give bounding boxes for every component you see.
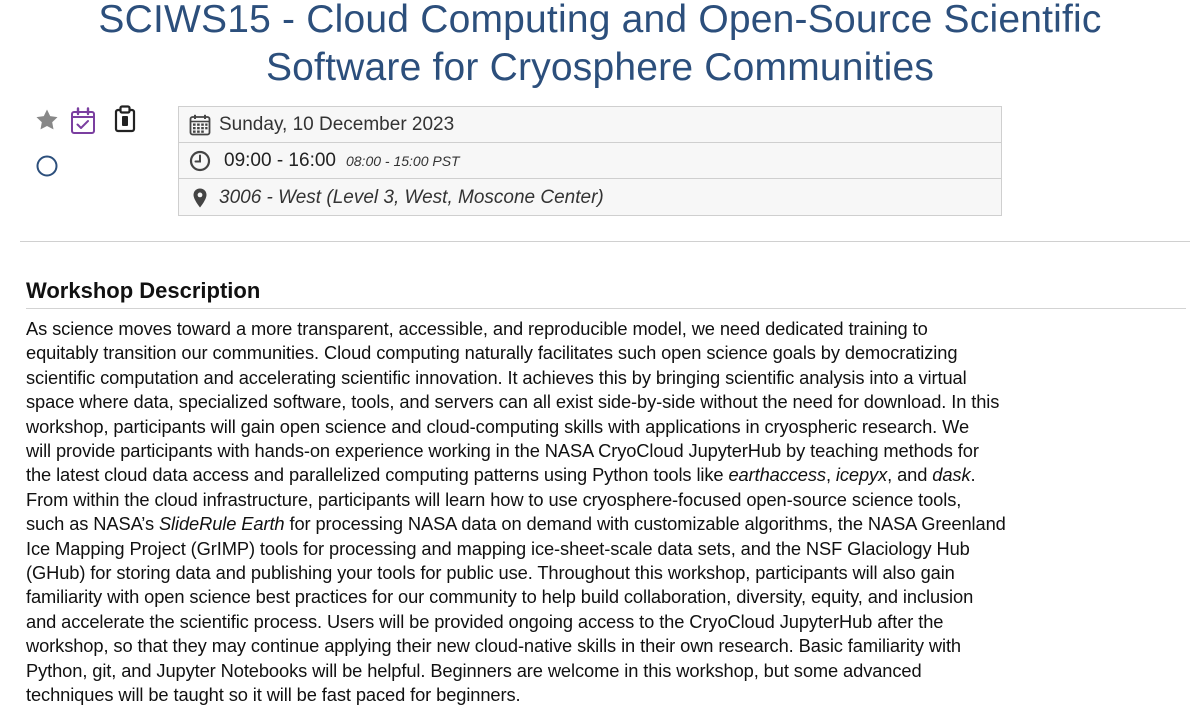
session-date: Sunday, 10 December 2023: [219, 113, 455, 135]
description-text-segment: Python, git, and Jupyter Notebooks will be helpful. Beginners are welcome in this workshop, but some advanced: [26, 659, 922, 681]
description-line: [26, 537, 1196, 561]
location-row: [179, 179, 1001, 216]
section-divider: [20, 241, 1190, 242]
description-text-segment: workshop, so that they may continue applying their new cloud-native skills in their own research. Basic familiarity with: [26, 635, 961, 657]
description-text-segment: (GHub) for storing data and publishing your tools for public use. Throughout this workshop, participants will also gain: [26, 562, 955, 584]
description-text-segment: .: [970, 464, 976, 486]
description-text-segment: such as NASA’s: [26, 513, 159, 535]
description-text-segment: From within the cloud infrastructure, participants will learn how to use cryosphere-focused open-source science tools,: [26, 488, 962, 510]
description-text-segment: techniques will be taught so it will be fast paced for beginners.: [26, 684, 521, 706]
date-row: [179, 107, 1001, 143]
description-text-segment: ,: [825, 464, 836, 486]
description-line: [26, 439, 1196, 463]
clock-icon: [189, 150, 211, 172]
map-pin-icon: [189, 187, 211, 209]
session-title-line-2: Software for Cryosphere Communities: [265, 46, 935, 89]
time-row: [179, 143, 1001, 179]
description-line: [26, 390, 1196, 414]
description-text-segment: the latest cloud data access and parallelized computing patterns using Python tools like: [26, 464, 729, 486]
status-circle-icon[interactable]: [35, 154, 59, 178]
session-title-line-1: SCIWS15 - Cloud Computing and Open-Source Scientific: [98, 0, 1102, 41]
description-text-segment: equitably transition our communities. Cloud computing naturally facilitates such open science goals by democratizing: [26, 342, 958, 364]
description-text-segment: , and: [887, 464, 933, 486]
description-text-segment: scientific computation and accelerating scientific innovation. It achieves this by bringing scientific analysis into a virtual: [26, 366, 967, 388]
description-text-segment: space where data, specialized software, tools, and servers can all exist side-by-side without the need for download. In this: [26, 391, 1000, 413]
description-line: [26, 463, 1196, 487]
description-line: [26, 659, 1196, 683]
tool-name: icepyx: [835, 464, 888, 486]
description-text-segment: Ice Mapping Project (GrIMP) tools for processing and mapping ice-sheet-scale data sets, and the NSF Glaciology Hub: [26, 537, 970, 559]
session-actions: [30, 104, 150, 184]
clipboard-icon[interactable]: [113, 105, 137, 133]
description-line: [26, 585, 1196, 609]
session-title: [0, 0, 1200, 92]
tool-name: earthaccess: [728, 464, 826, 486]
description-line: [26, 634, 1196, 658]
description-line: [26, 610, 1196, 634]
description-line: [26, 488, 1196, 512]
workshop-description-heading: Workshop Description: [26, 278, 261, 303]
calendar-icon: [189, 114, 211, 136]
workshop-description-text: [26, 317, 1196, 708]
session-time-alt: 08:00 - 15:00 PST: [345, 152, 460, 169]
calendar-add-icon[interactable]: [70, 107, 96, 135]
description-text-segment: As science moves toward a more transparent, accessible, and reproducible model, we need dedicated training to: [26, 318, 928, 339]
star-icon[interactable]: [35, 108, 59, 132]
description-text-segment: workshop, participants will gain open science and cloud-computing skills with applications in cryospheric research. We: [26, 415, 970, 437]
description-text-segment: and accelerate the scientific process. Users will be provided ongoing access to the CryoCloud JupyterHub after the: [26, 610, 944, 632]
description-line: [26, 366, 1196, 390]
heading-underline: [26, 308, 1186, 309]
description-line: [26, 683, 1196, 707]
description-line: [26, 415, 1196, 439]
session-details-box: [178, 106, 1002, 216]
tool-name: SlideRule Earth: [158, 513, 285, 535]
description-text-segment: familiarity with open science best practices for our community to help build collaboration, diversity, equity, and inclusion: [26, 586, 974, 608]
description-text-segment: for processing NASA data on demand with customizable algorithms, the NASA Greenland: [284, 513, 1006, 535]
tool-name: dask: [932, 464, 971, 486]
description-line: [26, 341, 1196, 365]
description-text-segment: will provide participants with hands-on experience working in the NASA CryoCloud JupyterHub by teaching methods for: [26, 440, 979, 462]
description-line: [26, 512, 1196, 536]
session-time: 09:00 - 16:00: [224, 149, 336, 171]
description-line: [26, 561, 1196, 585]
description-line: [26, 317, 1196, 341]
session-location: 3006 - West (Level 3, West, Moscone Center): [219, 186, 604, 208]
